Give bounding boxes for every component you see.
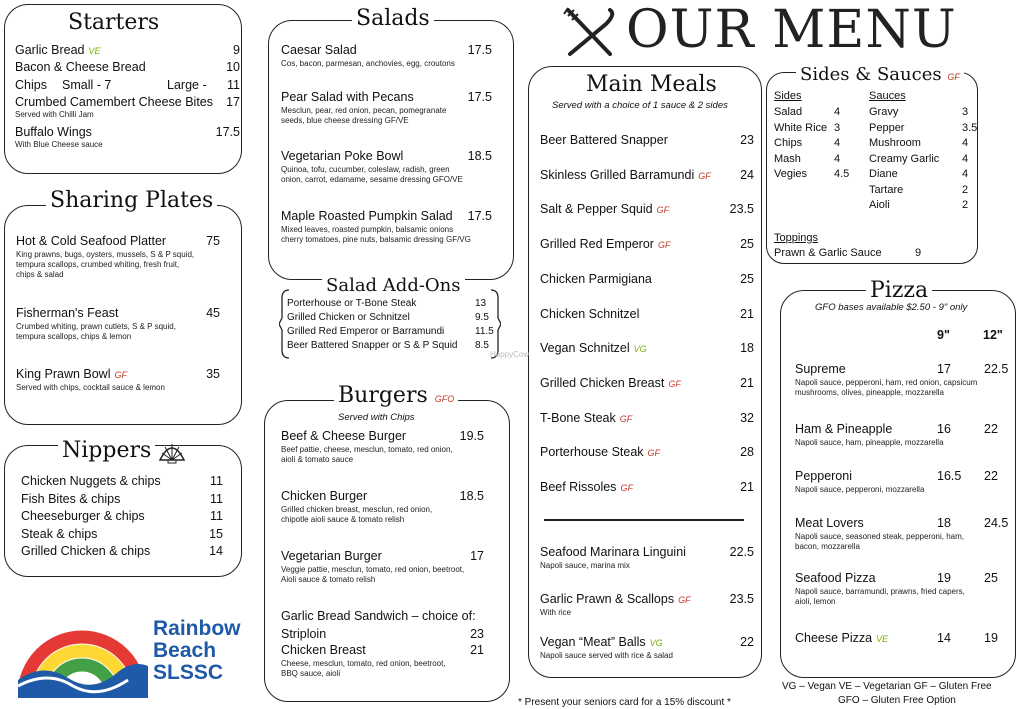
sharing-desc: chips & salad bbox=[16, 270, 64, 279]
pizza-desc: aioli, lemon bbox=[795, 597, 836, 606]
pizza-price-9: 16.5 bbox=[937, 469, 962, 483]
salad-desc: Mixed leaves, roasted pumpkin, balsamic onions bbox=[281, 225, 454, 234]
starter-price: 17.5 bbox=[215, 125, 240, 139]
salad-desc: Cos, bacon, parmesan, anchovies, egg, croutons bbox=[281, 59, 455, 68]
sharing-item bbox=[16, 234, 166, 248]
logo-line-2: Beach bbox=[153, 639, 217, 662]
main-item bbox=[540, 307, 639, 321]
burger-price: 19.5 bbox=[459, 429, 484, 443]
mains-box bbox=[528, 66, 762, 678]
diet-tag: GF bbox=[656, 205, 670, 216]
main-price: 32 bbox=[740, 410, 754, 425]
pizza-price-9: 18 bbox=[937, 516, 951, 530]
diet-tag: VG bbox=[633, 344, 647, 355]
pizza-heading: Pizza bbox=[866, 280, 932, 302]
sides-label: Sides bbox=[774, 90, 802, 102]
starter-item bbox=[15, 43, 101, 58]
nipper-item: Grilled Chicken & chips bbox=[21, 544, 151, 558]
main-desc: Napoli sauce served with rice & salad bbox=[540, 651, 673, 660]
addon-item: Grilled Red Emperor or Barramundi bbox=[287, 326, 445, 337]
logo-line-3: SLSSC bbox=[153, 661, 224, 684]
watermark: HappyCow bbox=[490, 350, 530, 359]
sharing-desc: tempura scallops, crumbed whiting, fresh fruit, bbox=[16, 260, 180, 269]
nipper-price: 15 bbox=[209, 526, 223, 541]
pizza-price-9: 14 bbox=[937, 631, 951, 645]
sauces-label: Sauces bbox=[869, 90, 906, 102]
sauce-price: 4 bbox=[962, 152, 969, 165]
item-name: Hot & Cold Seafood Platter bbox=[16, 234, 167, 248]
burger-price: 18.5 bbox=[459, 489, 484, 503]
salad-item: Caesar Salad bbox=[281, 43, 357, 57]
diet-tag: VE bbox=[876, 634, 889, 644]
pizza-item bbox=[795, 516, 864, 530]
burger-item: Striploin bbox=[281, 627, 327, 641]
pizza-item bbox=[795, 422, 892, 436]
nipper-price: 11 bbox=[210, 509, 223, 523]
main-desc: Napoli sauce, marina mix bbox=[540, 561, 630, 570]
shell-icon bbox=[158, 440, 186, 464]
item-name: Crumbed Camembert Cheese Bites bbox=[15, 95, 213, 109]
starter-price: 9 bbox=[233, 43, 240, 57]
addon-item: Beer Battered Snapper or S & P Squid bbox=[287, 340, 458, 351]
sharing-item bbox=[16, 306, 118, 320]
legend-line-1: VG – Vegan VE – Vegetarian GF – Gluten Free bbox=[782, 681, 992, 692]
sides-gf-tag: GF bbox=[947, 72, 960, 82]
salads-heading: Salads bbox=[352, 8, 434, 30]
item-name: Chips bbox=[15, 78, 47, 92]
topping-price: 9 bbox=[915, 247, 922, 259]
pizza-price-9: 17 bbox=[937, 362, 951, 376]
menu-title: OUR MENU bbox=[626, 0, 957, 60]
item-name: Salt & Pepper Squid bbox=[540, 202, 653, 217]
topping-item: Prawn & Garlic Sauce bbox=[774, 247, 882, 259]
item-name: Ham & Pineapple bbox=[795, 422, 893, 436]
item-name: Pepperoni bbox=[795, 469, 852, 483]
side-price: 4.5 bbox=[834, 168, 850, 180]
starter-price: 11 bbox=[227, 78, 240, 92]
burger-desc: aioli & tomato sauce bbox=[281, 455, 354, 464]
burger-item: Vegetarian Burger bbox=[281, 549, 382, 563]
burger-price: 23 bbox=[470, 627, 484, 641]
burger-desc: chipotle aioli sauce & tomato relish bbox=[281, 515, 405, 524]
salad-desc: cherry tomatoes, pine nuts, balsamic dressing GF/VG bbox=[281, 235, 471, 244]
sauce-price: 2 bbox=[962, 183, 969, 196]
item-name: Meat Lovers bbox=[795, 516, 864, 530]
starter-price: 17 bbox=[226, 95, 240, 109]
nipper-item: Steak & chips bbox=[21, 526, 98, 541]
nippers-heading: Nippers bbox=[58, 440, 155, 462]
burger-item: Chicken Burger bbox=[281, 489, 368, 503]
main-item bbox=[540, 480, 633, 495]
diet-tag: GF bbox=[657, 240, 671, 251]
pizza-price-12: 22 bbox=[984, 422, 998, 436]
sharing-price: 45 bbox=[206, 306, 220, 320]
item-name: Garlic Bread bbox=[15, 43, 85, 57]
item-name: Bacon & Cheese Bread bbox=[15, 60, 146, 74]
main-price: 23 bbox=[740, 133, 754, 147]
burgers-gfo-tag: GFO bbox=[434, 394, 455, 404]
pizza-box bbox=[780, 290, 1016, 678]
item-name: Garlic Prawn & Scallops bbox=[540, 592, 675, 606]
diet-tag: GF bbox=[668, 378, 681, 389]
salad-price: 17.5 bbox=[467, 43, 492, 57]
nipper-price: 11 bbox=[210, 491, 223, 506]
sauce-item: Mushroom bbox=[869, 137, 921, 149]
burger-desc: Aioli sauce & tomato relish bbox=[281, 575, 376, 584]
sauce-price: 3 bbox=[962, 106, 969, 118]
sharing-heading: Sharing Plates bbox=[46, 190, 217, 212]
burger-desc: Cheese, mesclun, tomato, red onion, beetroot, bbox=[281, 659, 446, 668]
main-item bbox=[540, 376, 681, 391]
main-price: 25 bbox=[740, 271, 754, 286]
main-item bbox=[540, 341, 647, 356]
item-name: Seafood Pizza bbox=[795, 571, 876, 585]
pizza-item bbox=[795, 571, 876, 585]
addon-item: Porterhouse or T-Bone Steak bbox=[287, 298, 417, 309]
pizza-price-12: 22.5 bbox=[984, 362, 1009, 376]
burger-desc: Beef pattie, cheese, mesclun, tomato, red onion, bbox=[281, 445, 453, 454]
side-price: 4 bbox=[834, 152, 841, 165]
side-item: Salad bbox=[774, 106, 803, 118]
pizza-col-12: 12" bbox=[983, 328, 1003, 342]
item-name: King Prawn Bowl bbox=[16, 367, 111, 381]
item-name: Fisherman's Feast bbox=[16, 306, 119, 320]
addons-heading: Salad Add-Ons bbox=[322, 277, 465, 295]
side-item: Mash bbox=[774, 152, 801, 165]
nipper-item: Chicken Nuggets & chips bbox=[21, 474, 161, 488]
diet-tag: GF bbox=[619, 413, 633, 424]
main-price: 23.5 bbox=[729, 202, 754, 217]
burger-desc: Grilled chicken breast, mesclun, red onion, bbox=[281, 505, 433, 514]
item-name: Chicken Schnitzel bbox=[540, 306, 640, 321]
item-name: Porterhouse Steak bbox=[540, 445, 644, 460]
salad-price: 17.5 bbox=[467, 209, 492, 223]
addon-price: 9.5 bbox=[475, 312, 489, 323]
starter-item bbox=[15, 78, 47, 92]
sauce-item: Tartare bbox=[869, 183, 904, 196]
nipper-price: 11 bbox=[210, 474, 223, 488]
sharing-desc: Served with chips, cocktail sauce & lemon bbox=[16, 383, 165, 392]
addon-price: 13 bbox=[475, 298, 487, 309]
main-price: 22.5 bbox=[729, 545, 754, 559]
starter-price: 10 bbox=[226, 60, 240, 74]
pizza-desc: Napoli sauce, barramundi, prawns, fried capers, bbox=[795, 587, 965, 596]
burger-price: 17 bbox=[470, 549, 484, 563]
item-name: Skinless Grilled Barramundi bbox=[540, 167, 695, 182]
item-name: T-Bone Steak bbox=[540, 410, 616, 425]
addon-price: 11.5 bbox=[475, 326, 494, 337]
item-name: Vegan “Meat” Balls bbox=[540, 635, 646, 649]
diet-tag: GF bbox=[698, 170, 711, 181]
main-item bbox=[540, 133, 668, 147]
side-price: 4 bbox=[834, 106, 841, 118]
item-name: Seafood Marinara Linguini bbox=[540, 545, 686, 559]
item-name: Beef Rissoles bbox=[540, 480, 617, 494]
pizza-price-12: 24.5 bbox=[984, 516, 1009, 530]
main-item bbox=[540, 411, 632, 426]
logo-text bbox=[153, 618, 241, 684]
main-price: 21 bbox=[740, 306, 754, 321]
salad-price: 17.5 bbox=[467, 90, 492, 104]
salad-price: 18.5 bbox=[467, 149, 492, 163]
side-item: Chips bbox=[774, 137, 803, 149]
main-item bbox=[540, 545, 686, 559]
item-name: Beer Battered Snapper bbox=[540, 133, 668, 147]
main-price: 23.5 bbox=[729, 592, 754, 606]
burgers-title: Burgers bbox=[338, 383, 428, 408]
diet-tag: GF bbox=[114, 370, 127, 380]
sharing-desc: King prawns, bugs, oysters, mussels, S & P squid, bbox=[16, 250, 195, 259]
nipper-item: Fish Bites & chips bbox=[21, 491, 121, 506]
pizza-desc: bacon, mozzarella bbox=[795, 542, 860, 551]
burger-item: Chicken Breast bbox=[281, 643, 366, 657]
main-price: 21 bbox=[740, 480, 754, 494]
pizza-subtitle: GFO bases available $2.50 - 9" only bbox=[815, 302, 968, 313]
sharing-desc: Crumbed whiting, prawn cutlets, S & P squid, bbox=[16, 322, 176, 331]
nipper-price: 14 bbox=[209, 544, 223, 558]
sauce-price: 4 bbox=[962, 168, 969, 180]
sharing-price: 35 bbox=[206, 367, 220, 381]
salad-desc: Mesclun, pear, red onion, pecan, pomegranate bbox=[281, 106, 447, 115]
starter-item bbox=[15, 60, 146, 74]
pizza-price-12: 22 bbox=[984, 469, 998, 483]
legend-line-2: GFO – Gluten Free Option bbox=[838, 695, 956, 706]
pizza-price-12: 25 bbox=[984, 571, 998, 585]
burgers-heading bbox=[334, 385, 458, 407]
item-name: Grilled Chicken Breast bbox=[540, 375, 665, 390]
mains-divider bbox=[544, 519, 744, 521]
main-item bbox=[540, 202, 669, 217]
chips-small: Small - 7 bbox=[62, 78, 112, 92]
diet-tag: VE bbox=[88, 46, 101, 56]
pizza-desc: Napoli sauce, ham, pineapple, mozzarella bbox=[795, 438, 944, 447]
item-name: Vegan Schnitzel bbox=[540, 341, 630, 356]
fork-knife-icon bbox=[560, 6, 618, 58]
sauce-item: Diane bbox=[869, 168, 898, 180]
item-name: Buffalo Wings bbox=[15, 125, 92, 139]
main-price: 24 bbox=[740, 167, 754, 182]
salad-desc: onion, carrot, edamame, sesame dressing GFO/VE bbox=[281, 175, 463, 184]
starter-item bbox=[15, 95, 213, 109]
salad-item: Vegetarian Poke Bowl bbox=[281, 149, 404, 163]
starter-item bbox=[15, 125, 92, 139]
pizza-desc: Napoli sauce, pepperoni, ham, red onion, capsicum bbox=[795, 378, 978, 387]
side-price: 3 bbox=[834, 121, 841, 134]
mains-heading: Main Meals bbox=[586, 72, 717, 97]
diet-tag: GF bbox=[647, 448, 661, 459]
item-name: Grilled Red Emperor bbox=[540, 237, 654, 252]
burger-desc: BBQ sauce, aioli bbox=[281, 669, 341, 678]
pizza-price-12: 19 bbox=[984, 631, 998, 645]
sauce-item: Aioli bbox=[869, 199, 890, 211]
main-price: 21 bbox=[740, 375, 754, 390]
sides-title: Sides & Sauces bbox=[800, 64, 942, 85]
salad-desc: Quinoa, tofu, cucumber, coleslaw, radish, green bbox=[281, 165, 450, 174]
main-price: 18 bbox=[740, 341, 754, 356]
pizza-item bbox=[795, 469, 852, 483]
diet-tag: VG bbox=[649, 638, 663, 648]
starter-desc: With Blue Cheese sauce bbox=[15, 140, 103, 149]
item-name: Cheese Pizza bbox=[795, 631, 873, 645]
pizza-desc: Napoli sauce, pepperoni, mozzarella bbox=[795, 485, 925, 494]
burger-item: Beef & Cheese Burger bbox=[281, 429, 407, 443]
salad-item: Pear Salad with Pecans bbox=[281, 90, 414, 104]
pizza-desc: Napoli sauce, seasoned steak, pepperoni, ham, bbox=[795, 532, 964, 541]
main-item bbox=[540, 168, 711, 183]
main-item bbox=[540, 272, 652, 286]
sauce-item: Pepper bbox=[869, 121, 905, 134]
starter-desc: Served with Chilli Jam bbox=[15, 110, 94, 119]
main-item bbox=[540, 237, 670, 252]
sauce-item: Gravy bbox=[869, 106, 899, 118]
pizza-price-9: 16 bbox=[937, 422, 951, 436]
main-price: 25 bbox=[740, 237, 754, 252]
sauce-item: Creamy Garlic bbox=[869, 152, 940, 165]
salad-item: Maple Roasted Pumpkin Salad bbox=[281, 209, 453, 223]
side-item: Vegies bbox=[774, 168, 808, 180]
pizza-desc: mushrooms, olives, pineapple, mozzarella bbox=[795, 388, 944, 397]
side-item: White Rice bbox=[774, 121, 828, 134]
burger-item: Garlic Bread Sandwich – choice of: bbox=[281, 609, 476, 623]
chips-large: Large - bbox=[167, 78, 207, 92]
main-item bbox=[540, 445, 660, 460]
sauce-price: 2 bbox=[962, 199, 969, 211]
diet-tag: GF bbox=[620, 483, 633, 493]
main-price: 22 bbox=[740, 635, 754, 649]
pizza-item bbox=[795, 362, 846, 376]
main-desc: With rice bbox=[540, 608, 572, 617]
burgers-subtitle: Served with Chips bbox=[338, 412, 415, 423]
logo-line-1: Rainbow bbox=[153, 617, 241, 640]
main-item bbox=[540, 592, 691, 607]
main-price: 28 bbox=[740, 445, 754, 460]
item-name: Supreme bbox=[795, 362, 846, 376]
sharing-desc: tempura scallops, chips & lemon bbox=[16, 332, 132, 341]
sauce-price: 3.5 bbox=[962, 121, 978, 134]
sauce-price: 4 bbox=[962, 137, 969, 149]
main-item bbox=[540, 635, 663, 650]
toppings-label: Toppings bbox=[774, 232, 819, 244]
addon-item: Grilled Chicken or Schnitzel bbox=[287, 312, 410, 323]
side-price: 4 bbox=[834, 137, 841, 149]
rainbow-logo bbox=[18, 600, 148, 698]
pizza-col-9: 9" bbox=[937, 328, 950, 342]
mains-subtitle: Served with a choice of 1 sauce & 2 sides bbox=[552, 100, 728, 111]
nipper-item: Cheeseburger & chips bbox=[21, 509, 145, 523]
seniors-note: * Present your seniors card for a 15% discount * bbox=[518, 697, 731, 708]
sharing-price: 75 bbox=[206, 234, 220, 248]
sharing-item bbox=[16, 367, 127, 382]
burger-desc: Veggie pattie, mesclun, tomato, red onion, beetroot, bbox=[281, 565, 465, 574]
burger-price: 21 bbox=[470, 643, 484, 657]
pizza-item bbox=[795, 631, 888, 646]
item-name: Chicken Parmigiana bbox=[540, 271, 652, 286]
diet-tag: GF bbox=[678, 595, 691, 605]
pizza-price-9: 19 bbox=[937, 571, 951, 585]
sides-heading bbox=[796, 66, 964, 84]
addon-price: 8.5 bbox=[475, 340, 489, 351]
starters-heading: Starters bbox=[68, 10, 160, 35]
salad-desc: seeds, blue cheese dressing GF/VE bbox=[281, 116, 409, 125]
